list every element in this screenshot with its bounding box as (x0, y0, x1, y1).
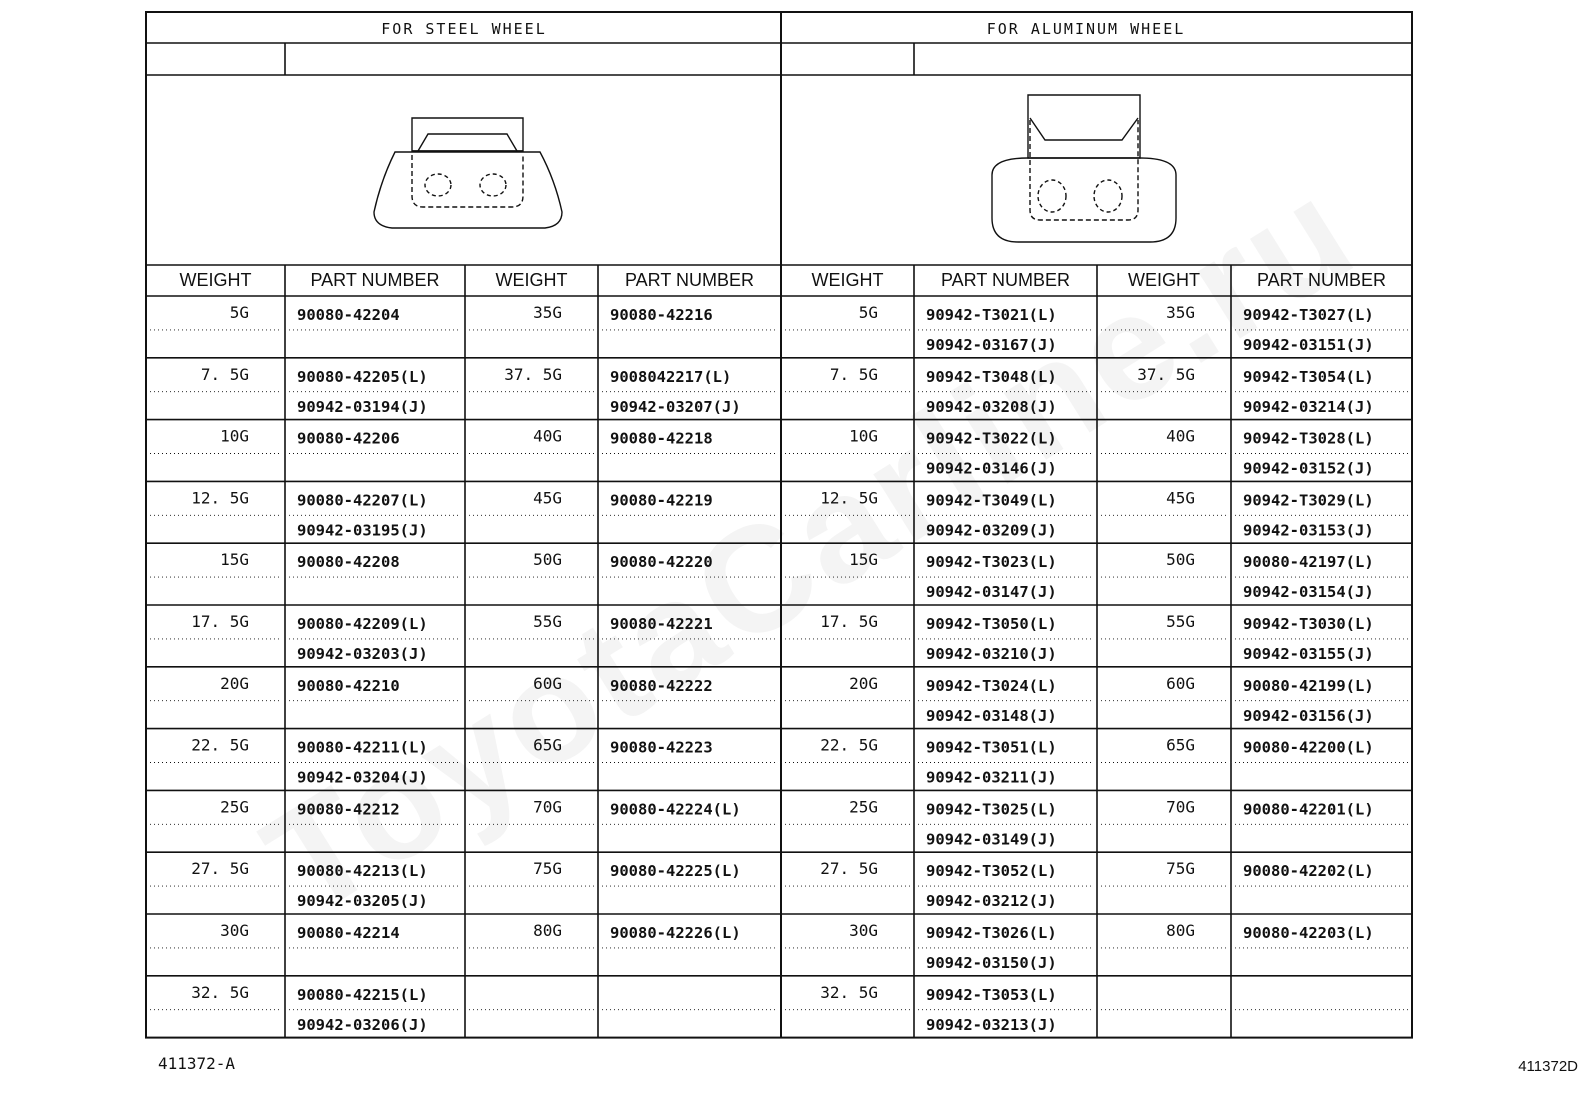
aluminum-part-number: 90080-42197(L) (1243, 553, 1374, 572)
steel-weight-value: 20G (220, 673, 249, 693)
steel-weight-value: 35G (533, 303, 562, 322)
aluminum-weight-value: 20G (849, 673, 878, 693)
steel-part-number: 90080-42222 (610, 676, 713, 695)
aluminum-weight-value: 27. 5G (820, 859, 878, 879)
steel-weight-value: 40G (533, 426, 562, 446)
aluminum-part-number: 90080-42201(L) (1243, 800, 1374, 819)
aluminum-part-number: 90942-T3048(L) (926, 367, 1057, 386)
aluminum-part-number: 90942-03152(J) (1243, 459, 1374, 478)
steel-part-number-header: PART NUMBER (624, 270, 755, 290)
column-headers (180, 270, 1387, 290)
steel-part-number: 90080-42216 (610, 306, 713, 324)
steel-weight-value: 32. 5G (191, 982, 249, 1002)
aluminum-part-number: 90942-03167(J) (926, 336, 1057, 354)
steel-part-number: 90080-42205(L) (297, 367, 428, 386)
steel-part-number-header: PART NUMBER (310, 270, 440, 290)
aluminum-part-number: 90942-03213(J) (926, 1015, 1057, 1034)
steel-part-number: 90942-03206(J) (297, 1015, 428, 1034)
steel-part-number: 90080-42214 (297, 924, 400, 942)
steel-part-number: 90942-03207(J) (610, 397, 741, 416)
aluminum-part-number-header: PART NUMBER (940, 270, 1071, 290)
aluminum-part-number: 90942-T3022(L) (926, 429, 1057, 448)
steel-weight-value: 25G (220, 797, 249, 817)
aluminum-weight-value: 32. 5G (820, 982, 878, 1002)
aluminum-part-number: 90942-03148(J) (926, 706, 1057, 725)
aluminum-part-number: 90942-T3027(L) (1243, 306, 1374, 324)
steel-weight-value: 12. 5G (191, 488, 249, 508)
aluminum-part-number: 90942-T3025(L) (926, 800, 1057, 819)
steel-part-number: 90080-42219 (610, 491, 713, 510)
aluminum-weight-value: 17. 5G (820, 612, 878, 631)
aluminum-weight-header: WEIGHT (1128, 270, 1200, 290)
aluminum-part-number: 90942-03146(J) (926, 459, 1057, 478)
aluminum-weight-value: 5G (858, 303, 878, 322)
figure-code-right: 411372D (1518, 1058, 1578, 1075)
steel-weight-value: 7. 5G (200, 364, 249, 384)
steel-part-number: 90942-03204(J) (297, 768, 428, 787)
steel-part-number: 90080-42212 (297, 800, 400, 819)
aluminum-part-number: 90080-42203(L) (1243, 924, 1374, 942)
steel-weight-value: 27. 5G (191, 859, 249, 879)
aluminum-weight-header: WEIGHT (811, 270, 884, 290)
aluminum-weight-value: 12. 5G (820, 488, 878, 508)
steel-part-number: 90942-03194(J) (297, 397, 428, 416)
aluminum-part-number: 90942-T3021(L) (926, 306, 1057, 324)
steel-weight-value: 80G (533, 921, 562, 940)
aluminum-part-number: 90942-T3051(L) (926, 738, 1057, 757)
aluminum-weight-value: 65G (1166, 735, 1195, 755)
aluminum-part-number: 90080-42199(L) (1243, 676, 1374, 695)
aluminum-section-title: FOR ALUMINUM WHEEL (986, 20, 1186, 38)
steel-part-number: 90080-42210 (297, 676, 400, 695)
aluminum-part-number: 90942-03209(J) (926, 521, 1057, 540)
steel-weight-value: 55G (533, 612, 562, 631)
steel-part-number: 90080-42204 (297, 306, 400, 324)
aluminum-part-number: 90942-T3054(L) (1243, 367, 1374, 386)
steel-weight-header: WEIGHT (179, 270, 252, 290)
aluminum-weight-value: 40G (1166, 426, 1195, 446)
aluminum-weight-value: 37. 5G (1137, 364, 1195, 384)
aluminum-weight-value: 30G (849, 921, 878, 940)
aluminum-part-number: 90942-03156(J) (1243, 706, 1374, 725)
aluminum-part-number: 90942-T3029(L) (1243, 491, 1374, 510)
aluminum-weight-value: 70G (1166, 797, 1195, 817)
aluminum-weight-value: 15G (849, 550, 878, 570)
steel-part-number: 90080-42221 (610, 615, 713, 633)
aluminum-part-number: 90942-T3024(L) (926, 676, 1057, 695)
figure-code-left: 411372-A (158, 1054, 236, 1073)
steel-part-number: 90942-03205(J) (297, 892, 428, 911)
aluminum-part-number: 90942-T3026(L) (926, 924, 1057, 942)
steel-part-number: 90080-42208 (297, 553, 400, 572)
aluminum-weight-value: 10G (849, 426, 878, 446)
aluminum-part-number: 90942-03151(J) (1243, 336, 1374, 354)
aluminum-part-number: 90942-03154(J) (1243, 583, 1374, 602)
steel-weight-value: 30G (220, 921, 249, 940)
aluminum-part-number: 90942-03153(J) (1243, 521, 1374, 540)
aluminum-weight-value: 75G (1166, 859, 1195, 879)
steel-part-number: 90080-42224(L) (610, 800, 741, 819)
steel-wheel-weight-illustration (374, 118, 562, 228)
steel-part-number: 90080-42225(L) (610, 862, 741, 881)
steel-weight-value: 75G (533, 859, 562, 879)
aluminum-weight-value: 7. 5G (829, 364, 878, 384)
aluminum-wheel-weight-illustration (992, 95, 1176, 242)
aluminum-part-number: 90942-T3049(L) (926, 491, 1057, 510)
aluminum-part-number: 90942-03155(J) (1243, 645, 1374, 663)
steel-part-number: 90080-42226(L) (610, 924, 741, 942)
steel-section-title: FOR STEEL WHEEL (381, 20, 547, 38)
aluminum-part-number: 90942-T3028(L) (1243, 429, 1374, 448)
aluminum-weight-value: 55G (1166, 612, 1195, 631)
aluminum-part-number: 90942-03208(J) (926, 397, 1057, 416)
steel-part-number: 90080-42223 (610, 738, 713, 757)
steel-part-number: 90942-03203(J) (297, 645, 428, 663)
steel-weight-header: WEIGHT (495, 270, 568, 290)
steel-weight-value: 50G (533, 550, 562, 570)
steel-weight-value: 65G (533, 735, 562, 755)
aluminum-part-number: 90942-03149(J) (926, 830, 1057, 849)
steel-part-number: 90080-42215(L) (297, 985, 428, 1004)
aluminum-weight-value: 25G (849, 797, 878, 817)
aluminum-weight-value: 35G (1166, 303, 1195, 322)
aluminum-part-number: 90942-03147(J) (926, 583, 1057, 602)
steel-weight-value: 5G (229, 303, 249, 322)
table-body (191, 303, 1373, 1034)
aluminum-part-number: 90942-T3053(L) (926, 985, 1057, 1004)
aluminum-part-number: 90942-03214(J) (1243, 397, 1374, 416)
steel-part-number: 90080-42213(L) (297, 862, 428, 881)
steel-part-number: 90080-42206 (297, 429, 400, 448)
aluminum-part-number: 90942-T3050(L) (926, 615, 1057, 633)
steel-part-number: 90080-42211(L) (297, 738, 428, 757)
steel-part-number: 90942-03195(J) (297, 521, 428, 540)
aluminum-weight-value: 60G (1166, 673, 1195, 693)
steel-weight-value: 10G (220, 426, 249, 446)
steel-weight-value: 37. 5G (504, 364, 562, 384)
steel-weight-value: 22. 5G (191, 735, 249, 755)
aluminum-part-number: 90942-03150(J) (926, 954, 1057, 972)
aluminum-part-number: 90942-03211(J) (926, 768, 1057, 787)
steel-weight-value: 17. 5G (191, 612, 249, 631)
steel-part-number: 90080-42220 (610, 553, 713, 572)
steel-part-number: 90080-42209(L) (297, 615, 428, 633)
aluminum-part-number: 90942-T3030(L) (1243, 615, 1374, 633)
aluminum-part-number: 90080-42200(L) (1243, 738, 1374, 757)
steel-weight-value: 60G (533, 673, 562, 693)
steel-part-number: 9008042217(L) (610, 367, 732, 386)
aluminum-part-number: 90942-03210(J) (926, 645, 1057, 663)
aluminum-weight-value: 80G (1166, 921, 1195, 940)
aluminum-weight-value: 22. 5G (820, 735, 878, 755)
aluminum-weight-value: 50G (1166, 550, 1195, 570)
steel-part-number: 90080-42207(L) (297, 491, 428, 510)
steel-weight-value: 15G (220, 550, 249, 570)
steel-weight-value: 45G (533, 488, 562, 508)
aluminum-weight-value: 45G (1166, 488, 1195, 508)
steel-part-number: 90080-42218 (610, 429, 713, 448)
aluminum-part-number: 90942-T3052(L) (926, 862, 1057, 881)
steel-weight-value: 70G (533, 797, 562, 817)
aluminum-part-number-header: PART NUMBER (1256, 270, 1387, 290)
aluminum-part-number: 90942-03212(J) (926, 892, 1057, 911)
aluminum-part-number: 90080-42202(L) (1243, 862, 1374, 881)
aluminum-part-number: 90942-T3023(L) (926, 553, 1057, 572)
